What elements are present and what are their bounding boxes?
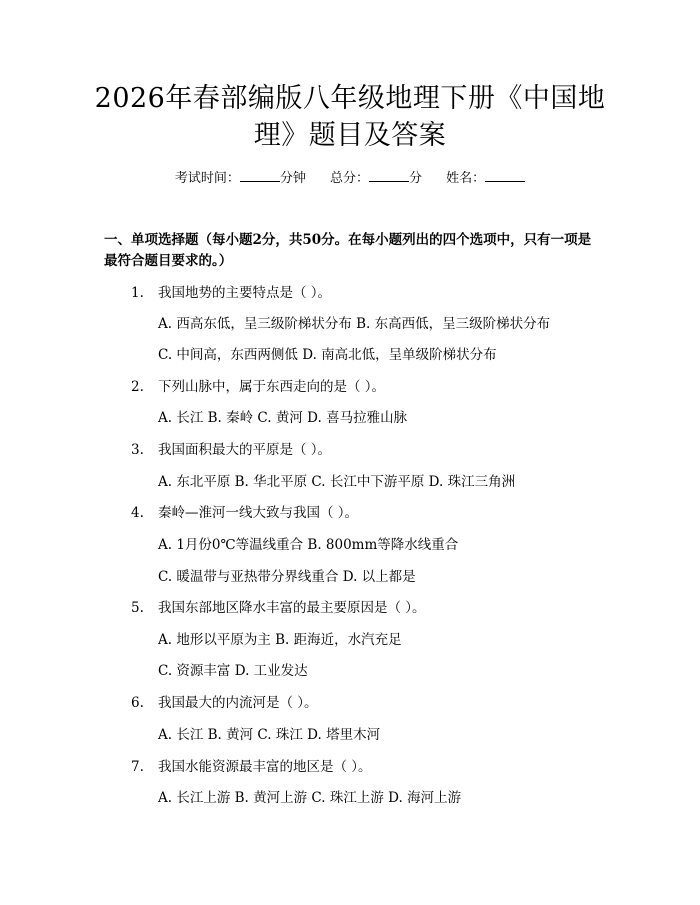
question-text: 我国最大的内流河是（ ）。 (158, 695, 318, 711)
question-options: C. 暖温带与亚热带分界线重合 D. 以上都是 (158, 569, 416, 585)
exam-info-line (0, 168, 700, 189)
exam-time-field (175, 171, 310, 186)
name-blank (485, 168, 525, 182)
total-score-unit: 分 (409, 171, 423, 186)
name-field (446, 171, 525, 186)
question-number: 3. (131, 442, 144, 458)
exam-time-blank (240, 168, 280, 182)
question-options: A. 长江 B. 黄河 C. 珠江 D. 塔里木河 (158, 727, 381, 743)
question-text: 秦岭—淮河一线大致与我国（ ）。 (158, 505, 359, 521)
question-text: 我国水能资源最丰富的地区是（ ）。 (158, 759, 372, 775)
question-options: C. 资源丰富 D. 工业发达 (158, 663, 308, 679)
question-options: A. 1月份0℃等温线重合 B. 800mm等降水线重合 (158, 537, 459, 553)
question-text: 我国面积最大的平原是（ ）。 (158, 442, 332, 458)
question-options: A. 西高东低，呈三级阶梯状分布 B. 东高西低，呈三级阶梯状分布 (158, 316, 551, 332)
exam-time-label: 考试时间： (174, 171, 240, 186)
question-number: 6. (131, 695, 144, 711)
question-options: A. 长江上游 B. 黄河上游 C. 珠江上游 D. 海河上游 (158, 790, 462, 806)
question-text: 我国地势的主要特点是（ ）。 (158, 285, 332, 301)
section-heading: 一、单项选择题（每小题2分，共50分。在每小题列出的四个选项中，只有一项是最符合题目要求的。） (104, 232, 592, 269)
total-score-blank (369, 168, 409, 182)
question-number: 4. (131, 505, 144, 521)
question-options: A. 地形以平原为主 B. 距海近，水汽充足 (158, 632, 402, 648)
total-score-field (330, 171, 426, 186)
question-number: 1. (131, 285, 144, 301)
question-options: A. 东北平原 B. 华北平原 C. 长江中下游平原 D. 珠江三角洲 (158, 474, 516, 490)
question-number: 2. (131, 379, 144, 395)
question-text: 下列山脉中，属于东西走向的是（ ）。 (158, 379, 386, 395)
question-text: 我国东部地区降水丰富的最主要原因是（ ）。 (158, 600, 426, 616)
exam-time-unit: 分钟 (279, 171, 306, 186)
name-label: 姓名： (446, 171, 486, 186)
question-number: 7. (131, 759, 144, 775)
question-number: 5. (131, 600, 144, 616)
total-score-label: 总分： (329, 171, 369, 186)
document-title: 2026年春部编版八年级地理下册《中国地理》题目及答案 (94, 83, 606, 151)
question-options: A. 长江 B. 秦岭 C. 黄河 D. 喜马拉雅山脉 (158, 410, 408, 426)
question-options: C. 中间高，东西两侧低 D. 南高北低，呈单级阶梯状分布 (158, 347, 497, 363)
